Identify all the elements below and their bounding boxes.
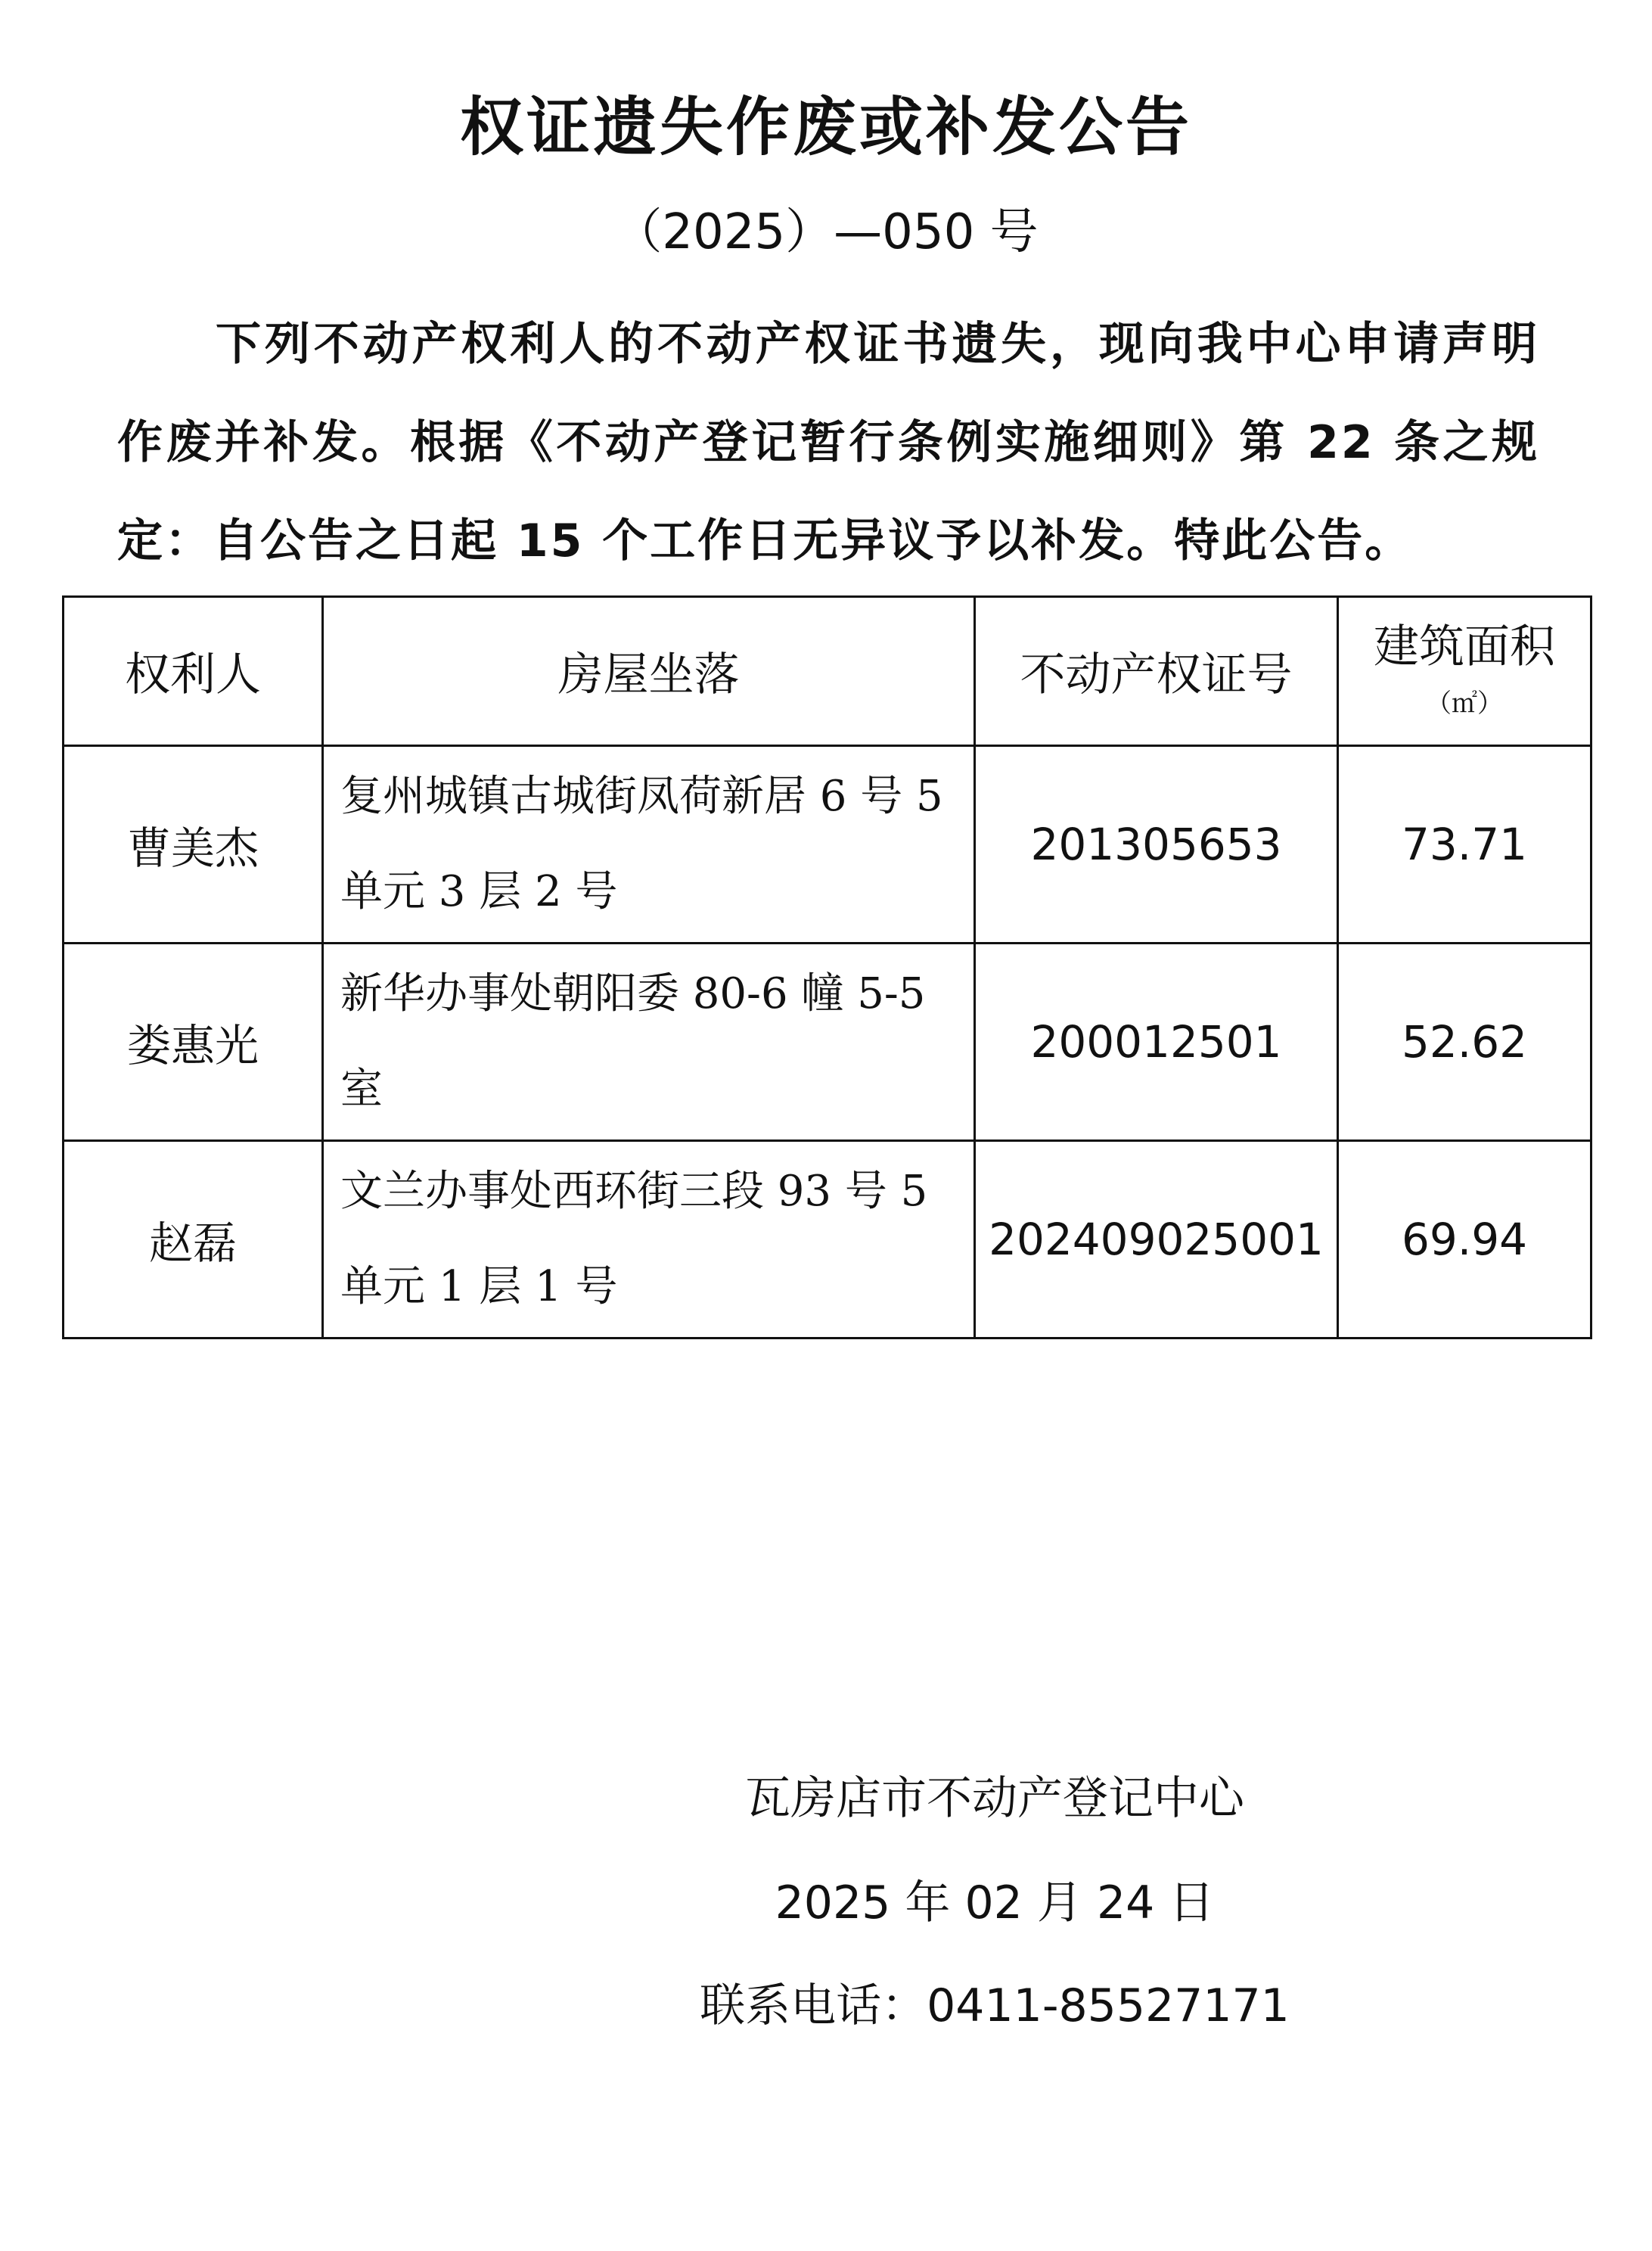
cell-area: 73.71	[1338, 746, 1591, 944]
table-row	[64, 944, 1591, 1141]
header-area-label: 建筑面积	[1374, 620, 1555, 673]
lost-certificate-table	[62, 595, 1592, 1339]
header-location: 房屋坐落	[323, 597, 975, 746]
cell-cert-no: 200012501	[975, 944, 1338, 1141]
table-header-row	[64, 597, 1591, 746]
notice-body-text: 下列不动产权利人的不动产权证书遗失，现向我中心申请声明作废并补发。根据《不动产登记暂行条例实施细则》第 22 条之规定：自公告之日起 15 个工作日无异议予以补发。特此公告。	[117, 318, 1539, 567]
cell-holder: 曹美杰	[64, 746, 323, 944]
notice-title: 权证遗失作废或补发公告	[459, 90, 1192, 164]
cell-location: 文兰办事处西环街三段 93 号 5 单元 1 层 1 号	[323, 1141, 975, 1338]
cell-holder: 赵磊	[64, 1141, 323, 1338]
cell-cert-no: 201305653	[975, 746, 1338, 944]
header-area-unit: （㎡）	[1426, 689, 1503, 719]
header-holder: 权利人	[64, 597, 323, 746]
cell-area: 52.62	[1338, 944, 1591, 1141]
contact-phone: 联系电话：0411-85527171	[700, 1979, 1290, 2032]
header-cert-no: 不动产权证号	[975, 597, 1338, 746]
document-number: （2025）—050 号	[613, 204, 1039, 260]
table-row	[64, 746, 1591, 944]
issue-date: 2025 年 02 月 24 日	[775, 1876, 1215, 1929]
issuing-organization: 瓦房店市不动产登记中心	[745, 1772, 1244, 1825]
cell-location: 复州城镇古城街凤荷新居 6 号 5 单元 3 层 2 号	[323, 746, 975, 944]
table-row	[64, 1141, 1591, 1338]
header-area	[1338, 597, 1591, 746]
cell-cert-no: 202409025001	[975, 1141, 1338, 1338]
cell-holder: 娄惠光	[64, 944, 323, 1141]
cell-area: 69.94	[1338, 1141, 1591, 1338]
cell-location: 新华办事处朝阳委 80-6 幢 5-5 室	[323, 944, 975, 1141]
